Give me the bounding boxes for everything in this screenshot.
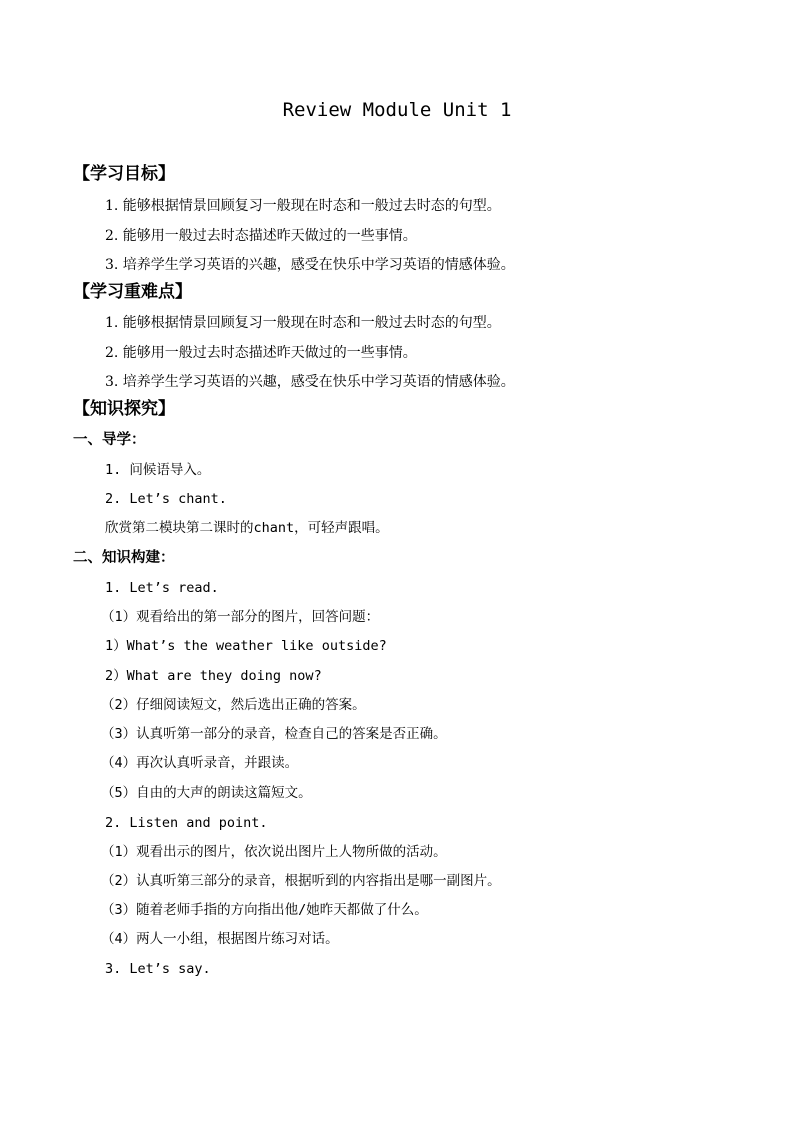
- construct-item: 1）What’s the weather like outside?: [105, 638, 387, 654]
- construct-item: （4）再次认真听录音，并跟读。: [101, 755, 299, 771]
- key-point-item: 2. 能够用一般过去时态描述昨天做过的一些事情。: [105, 345, 417, 361]
- key-points-heading: 【学习重难点】: [73, 282, 192, 302]
- construct-item: （2）仔细阅读短文，然后选出正确的答案。: [101, 697, 366, 713]
- guide-item: 2. Let’s chant.: [105, 491, 227, 507]
- construct-item: （1）观看出示的图片，依次说出图片上人物所做的活动。: [101, 844, 447, 860]
- construct-item: （3）认真听第一部分的录音，检查自己的答案是否正确。: [101, 726, 447, 742]
- construct-item: （1）观看给出的第一部分的图片，回答问题：: [101, 609, 380, 625]
- guide-item: 欣赏第二模块第二课时的chant，可轻声跟唱。: [105, 520, 389, 536]
- exploration-heading: 【知识探究】: [73, 399, 175, 419]
- construct-item: 3. Let’s say.: [105, 961, 211, 977]
- key-point-item: 1. 能够根据情景回顾复习一般现在时态和一般过去时态的句型。: [105, 315, 501, 331]
- objective-item: 3. 培养学生学习英语的兴趣，感受在快乐中学习英语的情感体验。: [105, 257, 515, 273]
- guide-item: 1. 问候语导入。: [105, 462, 211, 478]
- construct-item: （2）认真听第三部分的录音，根据听到的内容指出是哪一副图片。: [101, 873, 501, 889]
- key-point-item: 3. 培养学生学习英语的兴趣，感受在快乐中学习英语的情感体验。: [105, 374, 515, 390]
- guide-heading: 一、导学：: [73, 431, 146, 448]
- document-title: Review Module Unit 1: [282, 99, 512, 121]
- construct-heading: 二、知识构建：: [73, 549, 175, 566]
- construct-item: （5）自由的大声的朗读这篇短文。: [101, 785, 312, 801]
- construct-item: 2）What are they doing now?: [105, 668, 322, 684]
- objectives-heading: 【学习目标】: [73, 164, 175, 184]
- construct-item: （3）随着老师手指的方向指出他/她昨天都做了什么。: [101, 902, 428, 918]
- construct-item: 2. Listen and point.: [105, 815, 268, 831]
- objective-item: 1. 能够根据情景回顾复习一般现在时态和一般过去时态的句型。: [105, 198, 501, 214]
- objective-item: 2. 能够用一般过去时态描述昨天做过的一些事情。: [105, 228, 417, 244]
- construct-item: （4）两人一小组，根据图片练习对话。: [101, 931, 339, 947]
- construct-item: 1. Let’s read.: [105, 580, 219, 596]
